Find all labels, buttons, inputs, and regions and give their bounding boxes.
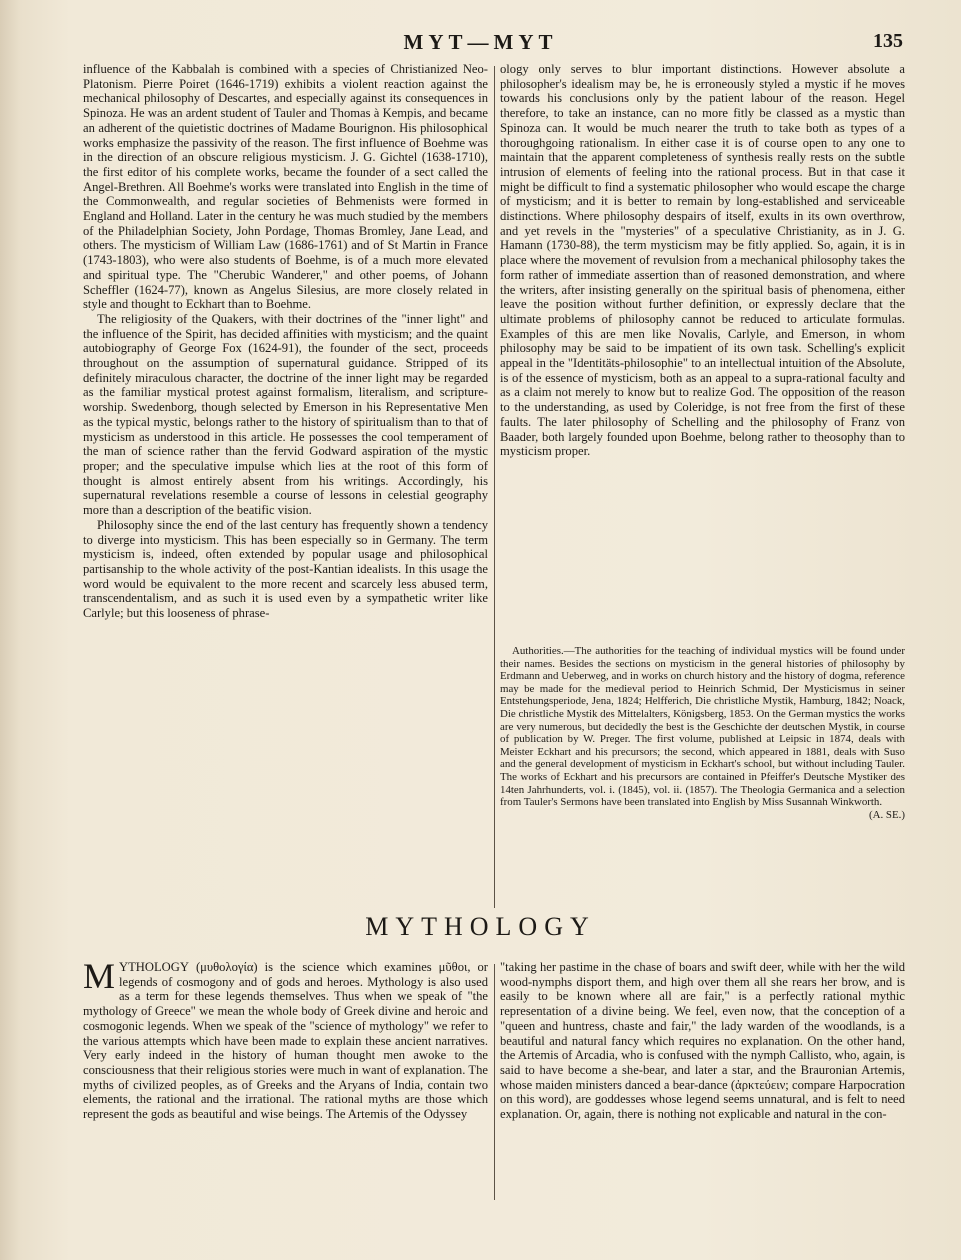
section-heading: MYTHOLOGY — [365, 912, 596, 941]
paragraph — [83, 960, 488, 1122]
paragraph: "taking her pastime in the chase of boars and swift deer, while with her the wild wood-nymphs disport them, and high over them all she rears her brow, and is easily to be known where all are fair," is a perfectly rational mythic representation of a divine being. We feel, even now, that the conception of a "queen and huntress, chaste and fair," the lady warden of the woodlands, is a beautiful and natural fancy which requires no explanation. On the other hand, the Artemis of Arcadia, who is confused with the nymph Callisto, who, again, is said to have become a she-bear, and later a star, and the Brauronian Artemis, whose maiden ministers danced a bear-dance (ἀρκτεύειν; compare Harpocration on this word), are goddesses whose legend seems unnatural, and is felt to need explanation. Or, again, there is nothing not explicable and natural in the con- — [500, 960, 905, 1122]
lead-word: YTHOLOGY — [119, 960, 189, 974]
paragraph: influence of the Kabbalah is combined with a species of Christianized Neo-Platonism. Pierre Poiret (1646-1719) exhibits a violent reaction against the mechanical philosophy of Descartes, and especially against its consequences in Spinoza. He was an ardent student of Tauler and Thomas à Kempis, and became an adherent of the quietistic doctrines of Madame Bourignon. His philosophical works emphasize the passivity of the reason. The first influence of Boehme was in the direction of an obscure religious mysticism. J. G. Gichtel (1638-1710), the first editor of his complete works, became the founder of a sect called the Angel-Brethren. All Boehme's works were translated into English in the time of the Commonwealth, and regular societies of Behmenists were formed in England and Holland. Later in the century he was much studied by the members of the Philadelphian Society, John Pordage, Thomas Bromley, Jane Lead, and others. The mysticism of William Law (1686-1761) and of St Martin in France (1743-1803), who were also students of Boehme, is of a much more elevated and spiritual type. The "Cherubic Wanderer," and other poems, of Johann Scheffler (1624-77), known as Angelus Silesius, are more closely related in style and thought to Eckhart than to Boehme. — [83, 62, 488, 312]
paragraph: ology only serves to blur important distinctions. However absolute a philosopher's idealism may be, he is erroneously styled a mystic if he moves towards his conclusions only by the patient labour of the reason. Hegel therefore, to take an instance, can no more fitly be classed as a mystic than Spinoza can. It would be much nearer the truth to take both as types of a thoroughgoing rationalism. In either case it is of course open to any one to maintain that the apparent completeness of synthesis really rests on the subtle intrusion of elements of feeling into the rational process. But in that case it might be difficult to find a systematic philosopher who would escape the charge of mysticism; and it is better to remain by long-established and serviceable distinctions. Where philosophy despairs of itself, exults in its own overthrow, and yet revels in the "mysteries" of a speculative Christianity, as in J. G. Hamann (1730-88), the term mysticism may be fitly applied. So, again, it is in place where the movement of revulsion from a mechanical philosophy takes the form rather of immediate assertion than of reasoned demonstration, and where the writers, after insisting generally on the spiritual basis of phenomena, either leave the position without further definition, or expressly declare that the ultimate problems of philosophy cannot be reduced to articulate formulas. Examples of this are men like Novalis, Carlyle, and Emerson, in whom philosophy may be said to be impatient of its own task. Schelling's explicit appeal in the "Identitäts-philosophie" to an intellectual intuition of the Absolute, is of the essence of mysticism, both as an appeal to a supra-rational faculty and as a claim not merely to know but to realize God. The opposition of the reason to the understanding, as used by Coleridge, is not free from the first of these faults. The later philosophy of Schelling and the philosophy of Franz von Baader, both largely founded upon Boehme, belong rather to theosophy than to mysticism proper. — [500, 62, 905, 459]
authorities-note — [500, 645, 905, 913]
paragraph-text: (μυθολογία) is the science which examines μῦθοι, or legends of cosmogony and of gods and heroes. Mythology is also used as a term for these legends themselves. Thus when we speak of "the mythology of Greece" we mean the whole body of Greek divine and heroic and cosmogonic legends. When we speak of the "science of mythology" we refer to the various attempts which have been made to explain these ancient narratives. Very early indeed in the history of human thought men awoke to the consciousness that their religious stories were much in want of explanation. The myths of civilized peoples, as of Greeks and the Aryans of India, contain two elements, the rational and the irrational. The rational myths are those which represent the gods as beautiful and wise beings. The Artemis of the Odyssey — [83, 960, 488, 1122]
mythology-left-column — [83, 960, 488, 1200]
authorities-text: Authorities.—The authorities for the teaching of individual mystics will be found under their names. Besides the sections on mysticism in the general histories of philosophy by Erdmann and Ueberweg, and in works on church history and the history of dogma, reference may be made for the medieval period to Heinrich Schmid, Der Mysticismus in seiner Entstehungsperiode, Jena, 1824; Helfferich, Die christliche Mystik, Hamburg, 1842; Noack, Die christliche Mystik des Mittelalters, Königsberg, 1853. On the German mystics the works are very numerous, but decidedly the best is the Geschichte der deutschen Mystik, in course of publication by W. Preger. The first volume, published at Leipsic in 1874, deals with Meister Eckhart and his precursors; the second, which appeared in 1881, deals with Suso and the general development of mysticism in Eckhart's school, but without including Tauler. The works of Eckhart and his precursors are contained in Pfeiffer's Deutsche Mystiker des 14ten Jahrhunderts, vol. i. (1845), vol. ii. (1857). The Theologia Germanica and a selection from Tauler's Sermons have been translated into English by Miss Susannah Winkworth. — [500, 645, 905, 809]
mysticism-left-column — [83, 62, 488, 910]
mythology-right-column — [500, 960, 905, 1200]
running-header — [0, 30, 961, 60]
mysticism-right-column — [500, 62, 905, 644]
author-credit: (A. SE.) — [869, 808, 905, 821]
running-title: MYT—MYT — [403, 30, 558, 54]
drop-cap: M — [83, 960, 116, 996]
authorities-paragraph — [500, 645, 905, 821]
paragraph: Philosophy since the end of the last century has frequently shown a tendency to diverge into mysticism. This has been especially so in Germany. The term mysticism is, indeed, often extended by popular usage and philosophical partisanship to the whole activity of the post-Kantian idealists. In this usage the word would be equivalent to the more recent and scarcely less abused term, transcendentalism, and as such it is used even by a sympathetic writer like Carlyle; but this looseness of phrase- — [83, 517, 488, 621]
column-divider — [494, 66, 495, 908]
page-number: 135 — [873, 30, 903, 52]
column-divider — [494, 964, 495, 1200]
paragraph: The religiosity of the Quakers, with their doctrines of the "inner light" and the influence of the Spirit, has decided affinities with mysticism; and the quaint autobiography of George Fox (1624-91), the founder of the sect, proceeds throughout on the assumption of supernatural guidance. Stripped of its definitely miraculous character, the doctrine of the inner light may be regarded as the familiar mystical protest against formalism, literalism, and scripture-worship. Swedenborg, though selected by Emerson in his Representative Men as the typical mystic, belongs rather to the history of spiritualism than to that of mysticism as understood in this article. He possesses the cool temperament of the man of science rather than the fervid Godward aspiration of the mystic proper; and the speculative impulse which lies at the root of this form of thought is almost entirely absent from his writings. Accordingly, his supernatural revelations resemble a course of lessons in celestial geography more than a description of the beatific vision. — [83, 311, 488, 518]
